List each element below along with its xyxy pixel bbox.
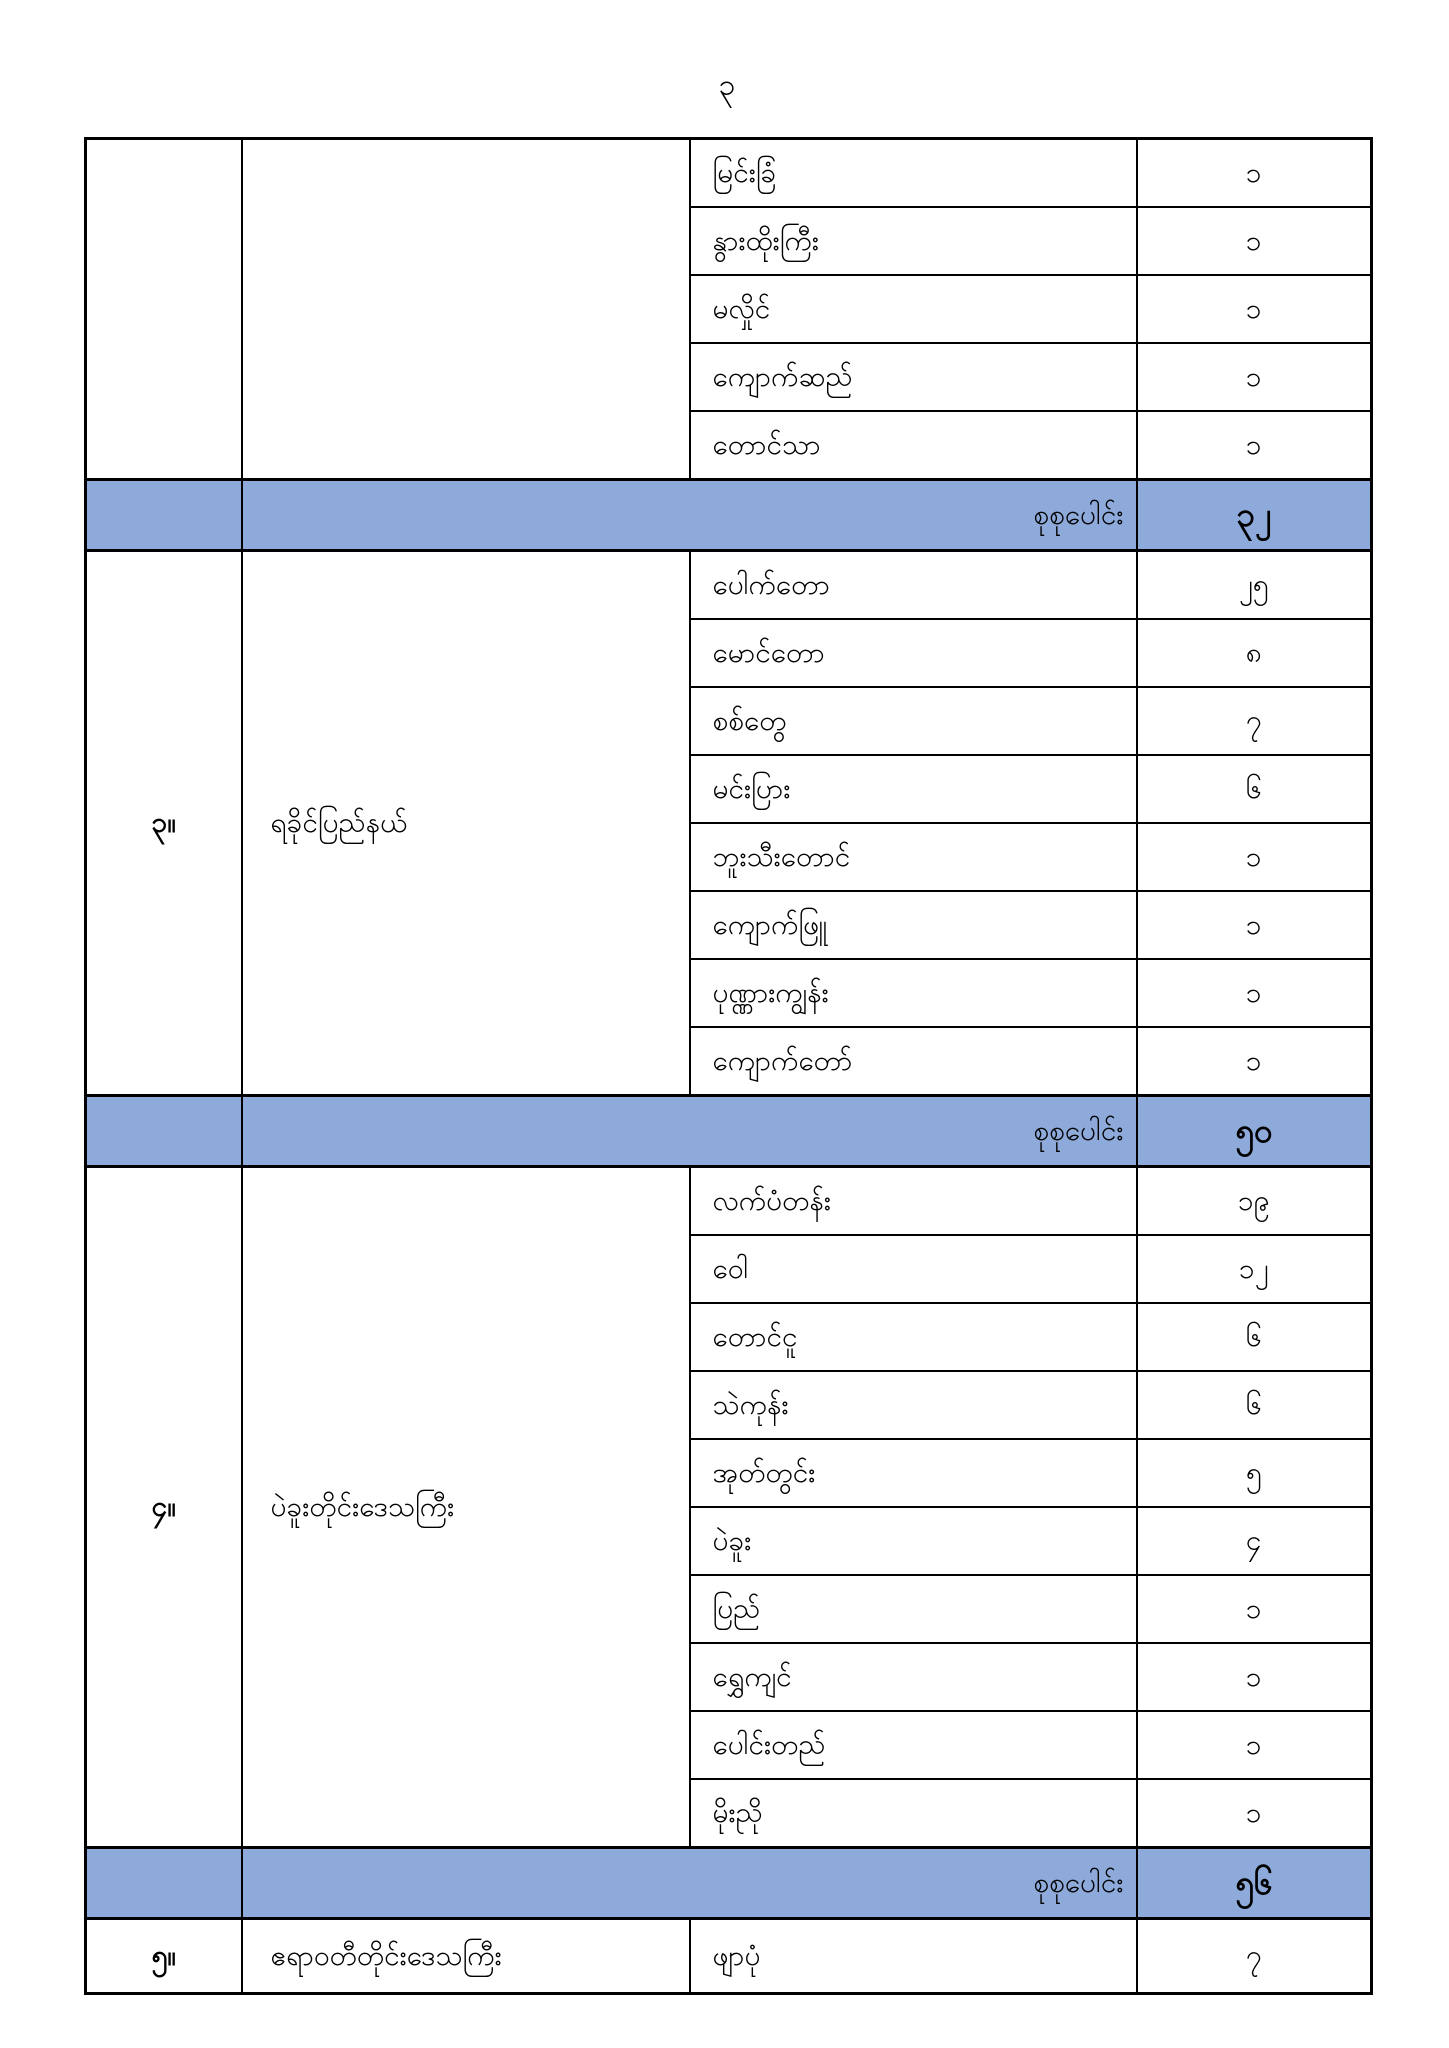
township-cell: အုတ်တွင်း (690, 1439, 1137, 1507)
township-cell: ကျောက်ဖြူ (690, 891, 1137, 959)
township-cell: ပဲခူး (690, 1507, 1137, 1575)
count-cell: ၁ (1137, 1779, 1372, 1848)
serial-cell: ၃။ (86, 551, 242, 1096)
township-cell: တောင်ငူ (690, 1303, 1137, 1371)
total-label-cell: စုစုပေါင်း (242, 480, 1137, 551)
region-cell: ရခိုင်ပြည်နယ် (242, 551, 690, 1096)
count-cell: ၁ (1137, 1711, 1372, 1779)
region-cell (242, 139, 690, 480)
serial-cell (86, 139, 242, 480)
township-cell: မိုးညို (690, 1779, 1137, 1848)
township-cell: မြင်းခြံ (690, 139, 1137, 208)
township-cell: ပေါင်းတည် (690, 1711, 1137, 1779)
count-cell: ၁ (1137, 891, 1372, 959)
count-cell: ၁ (1137, 1027, 1372, 1096)
total-row (86, 1096, 1372, 1167)
total-label-cell: စုစုပေါင်း (242, 1848, 1137, 1919)
page-number: ၃ (718, 69, 736, 102)
township-cell: ပြည် (690, 1575, 1137, 1643)
township-count-table (84, 137, 1373, 1995)
count-cell: ၁ (1137, 959, 1372, 1027)
count-cell: ၇ (1137, 687, 1372, 755)
total-label-cell: စုစုပေါင်း (242, 1096, 1137, 1167)
count-cell: ၆ (1137, 1371, 1372, 1439)
township-cell: တောင်သာ (690, 411, 1137, 480)
region-cell: ဧရာဝတီတိုင်းဒေသကြီး (242, 1919, 690, 1994)
count-cell: ၁၉ (1137, 1167, 1372, 1236)
count-cell: ၁ (1137, 1575, 1372, 1643)
township-cell: မောင်တော (690, 619, 1137, 687)
township-cell: ကျောက်ဆည် (690, 343, 1137, 411)
count-cell: ၁ (1137, 1643, 1372, 1711)
total-row (86, 1848, 1372, 1919)
serial-cell: ၅။ (86, 1919, 242, 1994)
total-empty-cell (86, 1096, 242, 1167)
count-cell: ၁ (1137, 207, 1372, 275)
township-cell: စစ်တွေ (690, 687, 1137, 755)
total-value-cell: ၃၂ (1137, 480, 1372, 551)
count-cell: ၈ (1137, 619, 1372, 687)
serial-cell: ၄။ (86, 1167, 242, 1848)
township-cell: ပုဏ္ဏားကျွန်း (690, 959, 1137, 1027)
total-empty-cell (86, 480, 242, 551)
total-value-cell: ၅၀ (1137, 1096, 1372, 1167)
township-cell: လက်ပံတန်း (690, 1167, 1137, 1236)
count-cell: ၆ (1137, 755, 1372, 823)
count-cell: ၁၂ (1137, 1235, 1372, 1303)
township-cell: ရွှေကျင် (690, 1643, 1137, 1711)
table-row (86, 551, 1372, 620)
township-cell: ပေါက်တော (690, 551, 1137, 620)
township-cell: ဘူးသီးတောင် (690, 823, 1137, 891)
count-cell: ၁ (1137, 343, 1372, 411)
total-value-cell: ၅၆ (1137, 1848, 1372, 1919)
count-cell: ၁ (1137, 823, 1372, 891)
table-row (86, 139, 1372, 208)
count-cell: ၄ (1137, 1507, 1372, 1575)
township-cell: ကျောက်တော် (690, 1027, 1137, 1096)
table-row (86, 1919, 1372, 1994)
count-cell: ၇ (1137, 1919, 1372, 1994)
count-cell: ၁ (1137, 411, 1372, 480)
count-cell: ၂၅ (1137, 551, 1372, 620)
count-cell: ၅ (1137, 1439, 1372, 1507)
count-cell: ၁ (1137, 275, 1372, 343)
table-body (86, 139, 1372, 1994)
total-empty-cell (86, 1848, 242, 1919)
region-cell: ပဲခူးတိုင်းဒေသကြီး (242, 1167, 690, 1848)
count-cell: ၆ (1137, 1303, 1372, 1371)
township-cell: မလှိုင် (690, 275, 1137, 343)
township-cell: မင်းပြား (690, 755, 1137, 823)
count-cell: ၁ (1137, 139, 1372, 208)
township-cell: ဝေါ (690, 1235, 1137, 1303)
township-cell: သဲကုန်း (690, 1371, 1137, 1439)
table-row (86, 1167, 1372, 1236)
township-cell: နွားထိုးကြီး (690, 207, 1137, 275)
total-row (86, 480, 1372, 551)
township-cell: ဖျာပုံ (690, 1919, 1137, 1994)
